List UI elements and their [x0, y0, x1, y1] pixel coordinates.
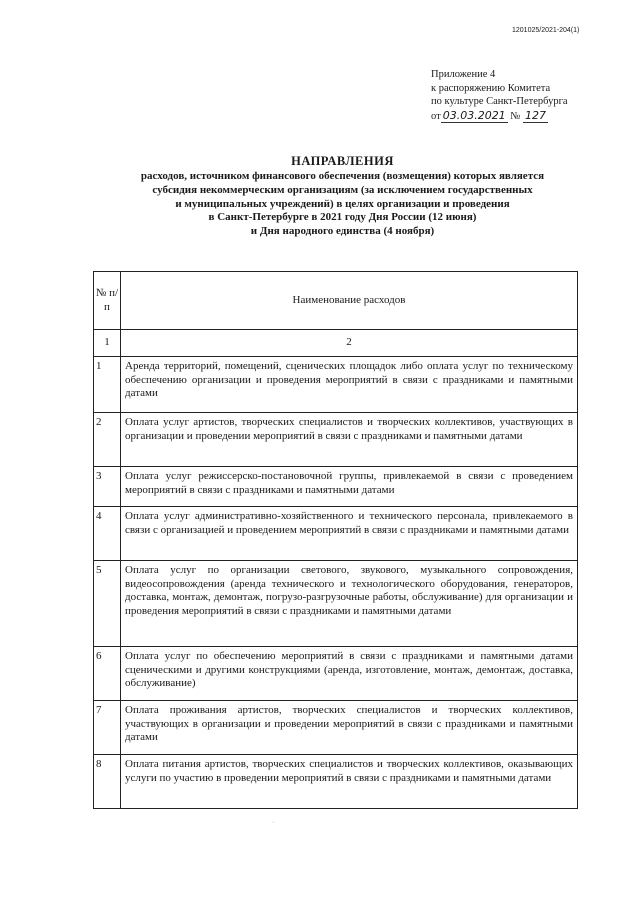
row-number: 7 [94, 701, 121, 755]
row-text: Аренда территорий, помещений, сценических площадок либо оплата услуг по техническому обеспечению организации и проведения мероприятий в связи с праздниками и памятными датами [121, 357, 578, 413]
table-row [94, 647, 578, 701]
row-text: Оплата услуг административно-хозяйственного и технического персонала, привлекаемого в связи с организацией и проведением мероприятий в связи с праздниками и памятными датами [121, 507, 578, 561]
row-text: Оплата проживания артистов, творческих специалистов и творческих коллективов, участвующих в организации и проведении мероприятий в связи с праздниками и памятными датами [121, 701, 578, 755]
handwritten-date: 03.03.2021 [442, 108, 506, 122]
table-row [94, 755, 578, 809]
appendix-date-line [431, 109, 568, 124]
subtitle-line: в Санкт-Петербурге в 2021 году Дня России (12 июня) [208, 211, 477, 224]
table-header-row [94, 272, 578, 330]
table-row [94, 701, 578, 755]
row-text: Оплата услуг по обеспечению мероприятий в связи с праздниками и памятными датами сценическими и другими конструкциями (аренда, изготовление, монтаж, демонтаж, доставка, обслуживание) [121, 647, 578, 701]
appendix-line-2: к распоряжению Комитета [431, 82, 551, 94]
handwritten-number: 127 [524, 108, 546, 122]
table-row [94, 467, 578, 507]
row-number: 1 [94, 357, 121, 413]
subtitle-line: расходов, источником финансового обеспечения (возмещения) которых является [140, 170, 545, 182]
row-number: 4 [94, 507, 121, 561]
row-text: Оплата услуг артистов, творческих специалистов и творческих коллективов, участвующих в организации и проведении мероприятий в связи с праздниками и памятными датами [121, 413, 578, 467]
column-index-1: 1 [94, 330, 121, 357]
row-number: 6 [94, 647, 121, 701]
document-title: НАПРАВЛЕНИЯ [291, 154, 394, 168]
row-text: Оплата услуг по организации светового, звукового, музыкального сопровождения, видеосопровождения (аренда технического и технологического оборудования, генераторов, доставка, монтаж, демонтаж, погрузо-разгрузочные работы, обслуживание) для организации и проведения мероприятий в связи с праздниками и памятными датами [121, 561, 578, 647]
scan-speck: · [272, 820, 274, 826]
table-row [94, 413, 578, 467]
column-index-2: 2 [121, 330, 578, 357]
date-prefix: от [431, 110, 441, 122]
appendix-line-3: по культуре Санкт-Петербурга [431, 96, 568, 108]
row-text: Оплата питания артистов, творческих специалистов и творческих коллективов, оказывающих услуги по участию в проведении мероприятий в связи с праздниками и памятными датами [121, 755, 578, 809]
appendix-line-1: Приложение 4 [431, 69, 496, 80]
table-row [94, 357, 578, 413]
subtitle-line: и муниципальных учреждений) в целях организации и проведения [175, 197, 510, 210]
row-number: 5 [94, 561, 121, 647]
header-name: Наименование расходов [121, 272, 578, 330]
row-number: 2 [94, 413, 121, 467]
document-subtitle [60, 170, 625, 239]
row-number: 3 [94, 467, 121, 507]
header-number: № п/п [94, 272, 121, 330]
subtitle-line: и Дня народного единства (4 ноября) [250, 225, 435, 238]
expenses-table [93, 271, 578, 809]
table-row [94, 507, 578, 561]
row-text: Оплата услуг режиссерско-постановочной группы, привлекаемой в связи с проведением мероприятий в связи с праздниками и памятными датами [121, 467, 578, 507]
appendix-block [431, 68, 568, 123]
row-number: 8 [94, 755, 121, 809]
subtitle-line: субсидия некоммерческим организациям (за исключением государственных [152, 183, 533, 196]
number-prefix: № [510, 110, 521, 122]
table-index-row [94, 330, 578, 357]
document-number: 1201025/2021-204(1) [512, 27, 580, 34]
table-row [94, 561, 578, 647]
